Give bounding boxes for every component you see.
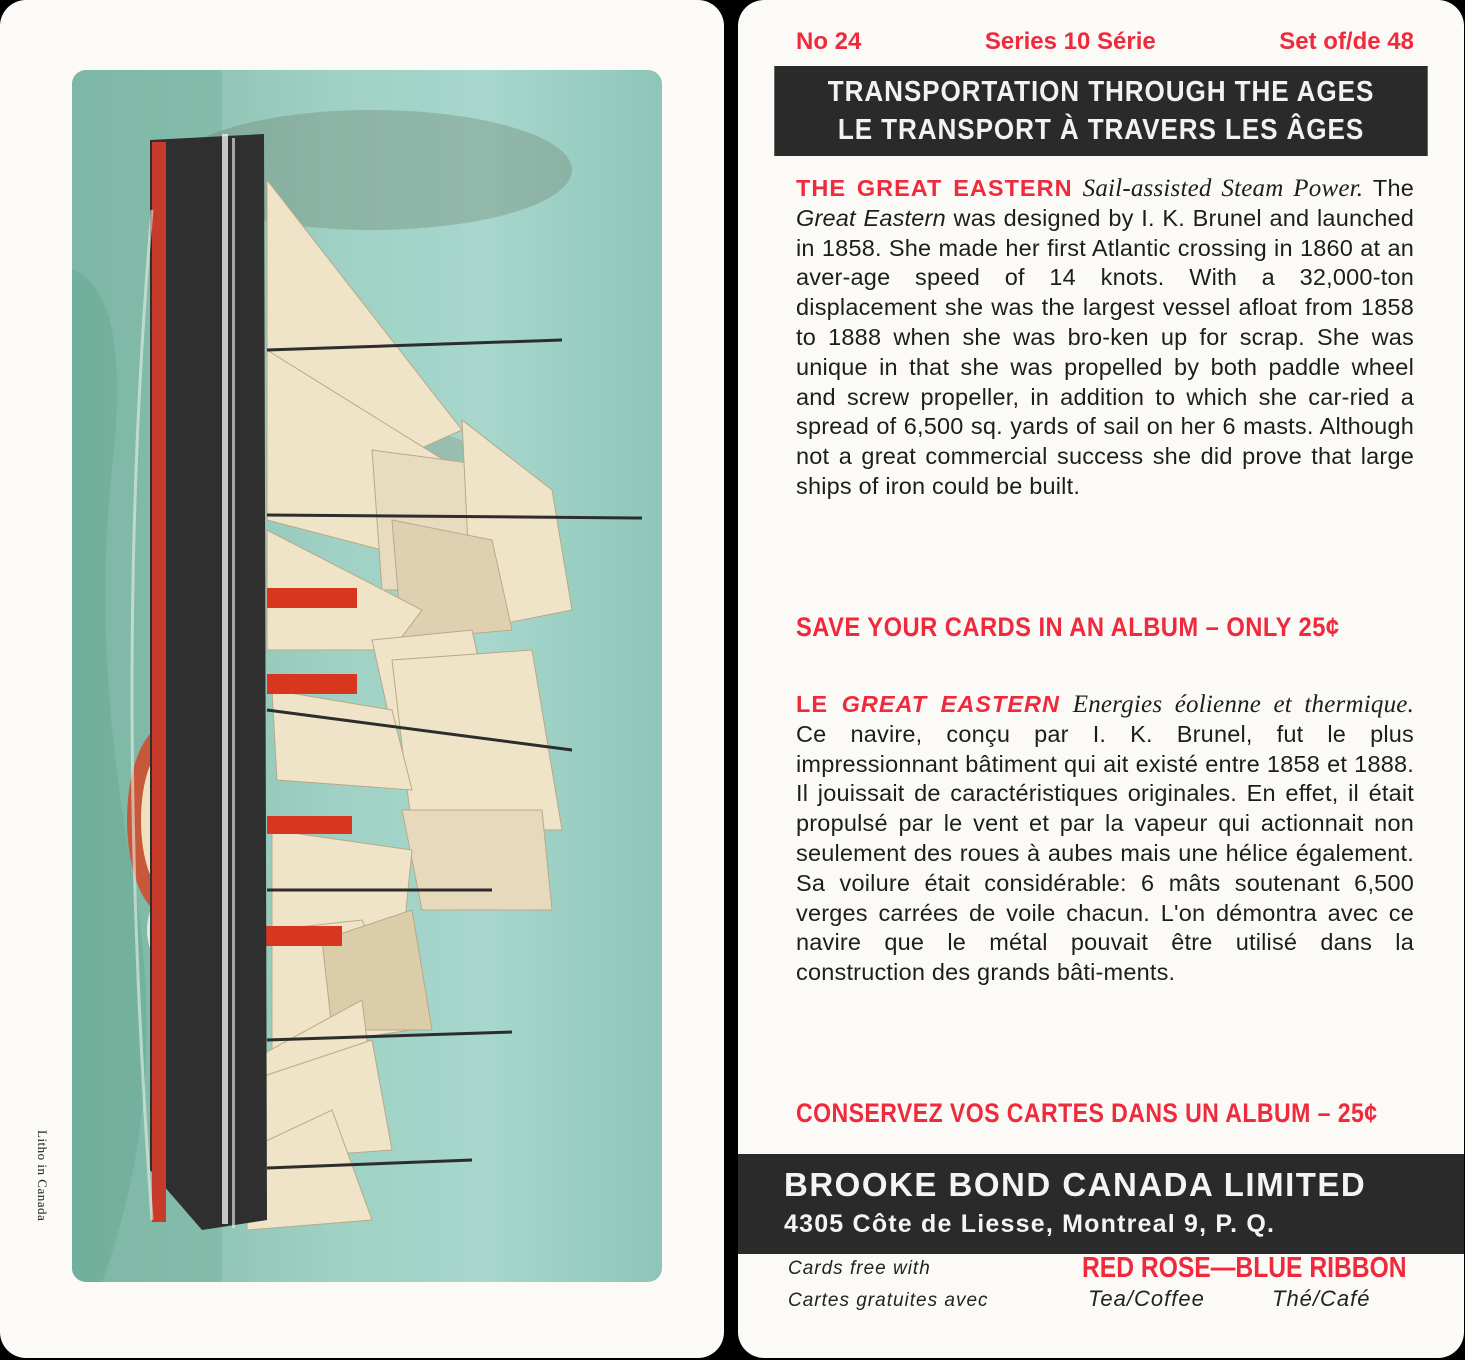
brand-bar <box>738 1154 1464 1254</box>
company-name: BROOKE BOND CANADA LIMITED <box>784 1166 1367 1203</box>
set-label: Set of/de 48 <box>1279 28 1414 55</box>
body-en-b: was designed by I. K. Brunel and launched in 1858. She made her first Atlantic crossing in 1860 at an aver-age speed of 14 knots. With a 32,000-ton displacement she was the largest vessel afloat from 1858 to 1888 when she was bro-ken up for scrap. She was unique in that she was propelled by both paddle wheel and screw propeller, in addition to which she car-ried a spread of 6,500 sq. yards of sail on her 6 masts. Although not a great commercial success she did prove that large ships of iron could be built. <box>796 204 1415 499</box>
french-description <box>796 690 1414 988</box>
ship-painting <box>72 70 662 1282</box>
products-fr: Thé/Café <box>1272 1286 1371 1311</box>
card-back <box>738 0 1464 1358</box>
body-en-a: The <box>1363 175 1414 201</box>
title-french: LE TRANSPORT À TRAVERS LES ÂGES <box>837 114 1365 146</box>
products-en: Tea/Coffee <box>1088 1286 1205 1311</box>
card-number: No 24 <box>796 28 862 55</box>
subtitle-en: Sail-assisted Steam Power. <box>1082 175 1364 202</box>
ship-name-en: THE GREAT EASTERN <box>796 175 1073 201</box>
company-address: 4305 Côte de Liesse, Montreal 9, P. Q. <box>784 1210 1276 1238</box>
title-bar <box>774 66 1427 156</box>
product-brands: RED ROSE—BLUE RIBBON <box>1082 1252 1407 1284</box>
ship-name-fr-prefix: LE <box>796 691 842 717</box>
album-offer-en: SAVE YOUR CARDS IN AN ALBUM – ONLY 25¢ <box>796 612 1340 642</box>
english-description <box>796 174 1414 502</box>
title-english: TRANSPORTATION THROUGH THE AGES <box>827 76 1375 108</box>
body-en-italic: Great Eastern <box>796 204 946 231</box>
series-label: Series 10 Série <box>984 28 1156 55</box>
ship-name-fr: GREAT EASTERN <box>841 691 1060 717</box>
cards-free-fr: Cartes gratuites avec <box>788 1290 989 1311</box>
cards-free-en: Cards free with <box>788 1258 931 1279</box>
card-front <box>0 0 724 1358</box>
card-header <box>796 22 1414 62</box>
steamship-illustration <box>72 70 662 1282</box>
subtitle-fr: Energies éolienne et thermique. <box>1072 691 1415 718</box>
body-fr: Ce navire, conçu par I. K. Brunel, fut le plus impressionnant bâtiment qui ait existé entre 1858 et 1888. Il jouissait de caractéristiques originales. En effet, il était propulsé par le vent et par la vapeur qui actionnait non seulement des roues à aubes mais une hélice également. Sa voilure était considérable: 6 mâts soutenant 6,500 verges carrées de voile chacun. L'on démontra avec ce navire que le métal pouvait être utilisé dans la construction des grands bâti-ments. <box>796 720 1414 986</box>
litho-imprint: Litho in Canada <box>35 1130 50 1222</box>
album-offer-fr: CONSERVEZ VOS CARTES DANS UN ALBUM – 25¢ <box>796 1098 1378 1128</box>
